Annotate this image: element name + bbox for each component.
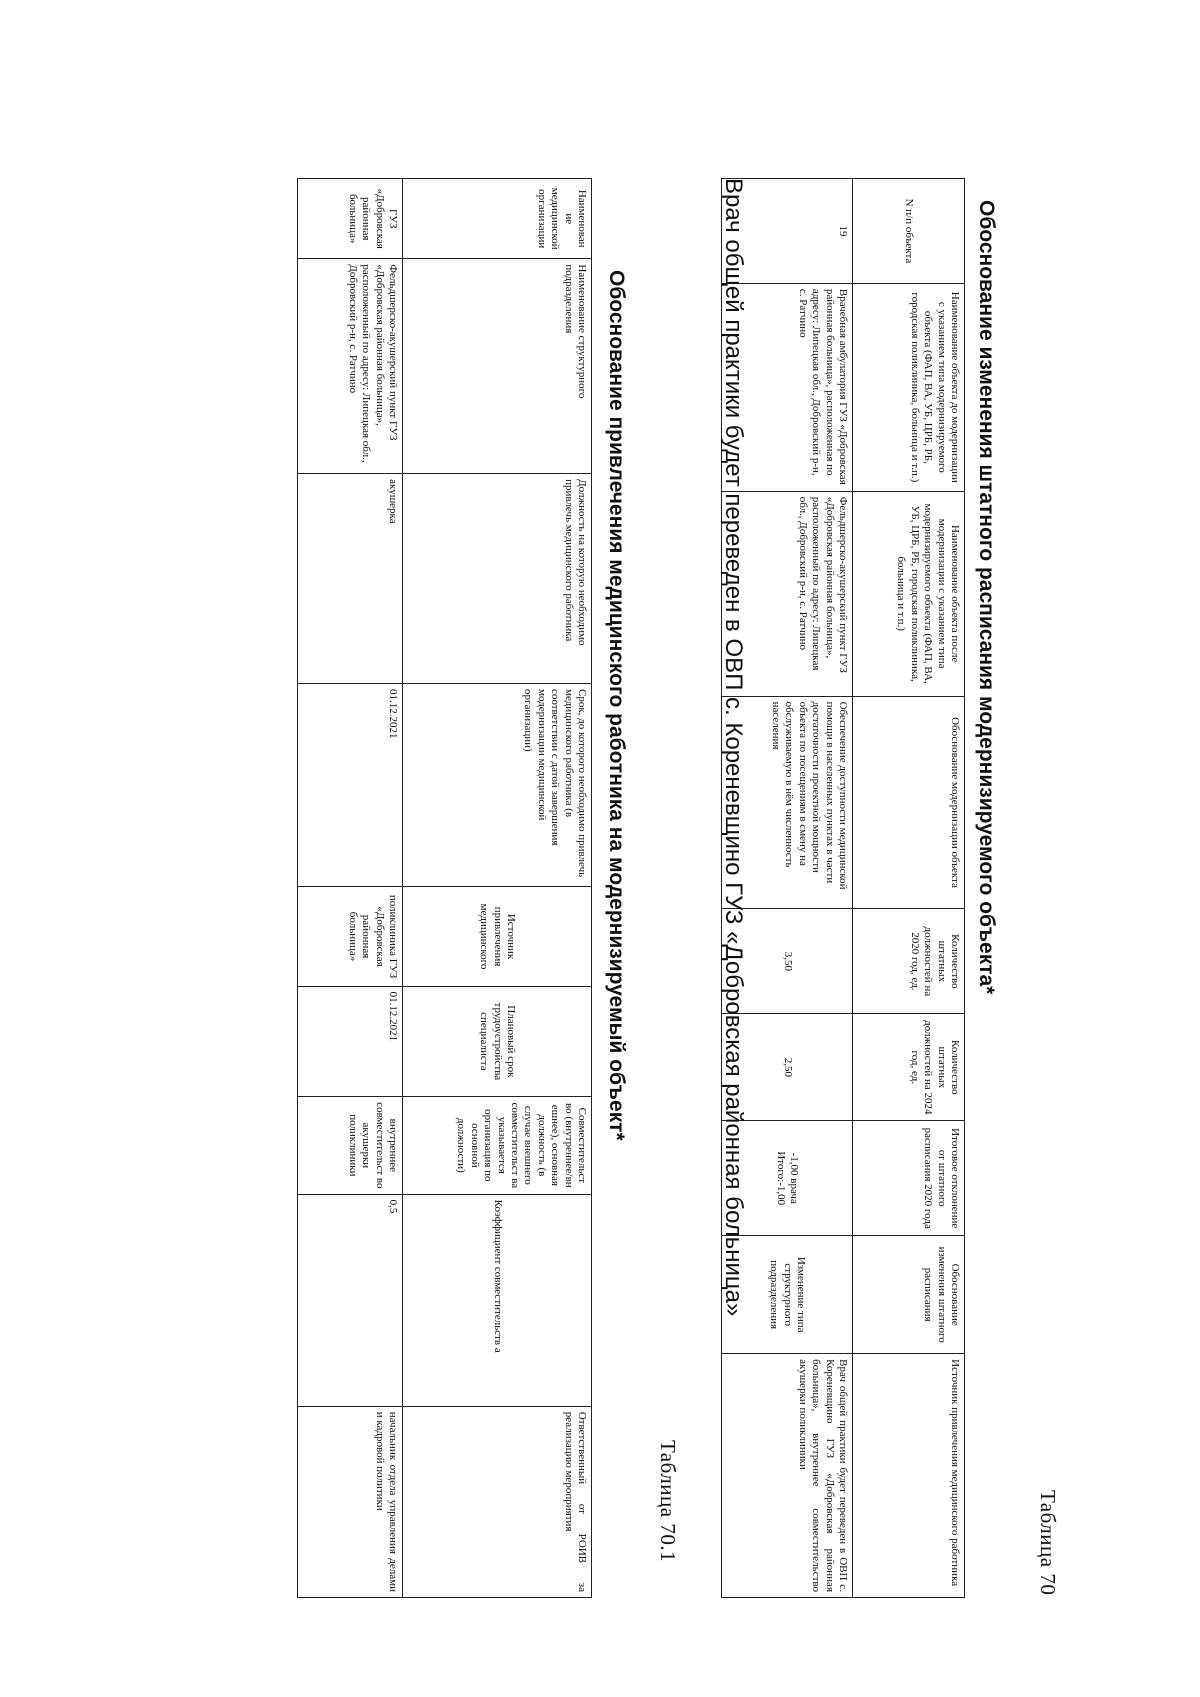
table-cell: Фельдшерско-акушерский пункт ГУЗ «Добровская районная больница», расположенный по адресу: Липецкая обл., Добровский р-н, с. Ратчино (722, 491, 853, 696)
table-cell: 01.12.2021 (298, 683, 403, 886)
table-cell: Фельдшерско-акушерский пункт ГУЗ «Добровская районная больница», расположенный по адресу: Липецкая обл., Добровский р-н, с. Ратчино (298, 259, 403, 474)
header-cell: Срок, до которого необходимо привлечь медицинского работника (в соответствии с датой завершения модернизации медицинской организации) (403, 683, 592, 886)
header-cell: Итоговое отклонение от штатного расписания 2020 года (853, 1121, 965, 1236)
table-header-row (403, 179, 592, 1598)
header-cell: Обоснование модернизации объекта (853, 696, 965, 909)
table-cell: Изменение типа структурного подразделения (722, 1236, 853, 1354)
staffing-change-table (721, 178, 965, 1598)
header-cell: Количество штатных должностей на 2020 год, ед. (853, 909, 965, 1014)
header-cell: Коэффициент совместительств а (403, 1194, 592, 1406)
table-cell: начальник отдела управления делами и кадровой политики (298, 1406, 403, 1597)
table-70-1-title: Обоснование привлечения медицинского работника на модернизируемый объект* (605, 270, 628, 1141)
table-70-title: Обоснование изменения штатного расписания модернизируемого объекта* (975, 200, 998, 995)
header-cell: Количество штатных должностей на 2024 год, ед. (853, 1014, 965, 1121)
table-cell: 0,5 (298, 1194, 403, 1406)
header-cell: Источник привлечения медицинского (403, 887, 592, 986)
header-cell: Наименование структурного подразделения (403, 259, 592, 474)
table-cell: 3,50 (722, 909, 853, 1014)
table-cell: Врачебная амбулатория ГУЗ «Добровская районная больница», расположенная по адресу: Липецкая обл., Добровский р-н, с. Ратчино (722, 283, 853, 491)
table-70-number: Таблица 70 (1036, 1490, 1060, 1596)
transfer-note: Врач общей практики будет переведен в ОВП с. Кореневщино ГУЗ «Добровская районная больница» (720, 178, 747, 1317)
table-cell: поликлиника ГУЗ «Добровская районная больница» (298, 887, 403, 986)
table-cell: ГУЗ «Добровская районная больница» (298, 179, 403, 259)
table-cell: 2,50 (722, 1014, 853, 1121)
table-cell: акушерка (298, 474, 403, 684)
document-page (180, 100, 1060, 1660)
header-cell: Наименование объекта до модернизации с указанием типа модернизируемого объекта (ФАП, ВА, УБ, ЦРБ, РБ, городская поликлиника, больница и т.п.) (853, 283, 965, 491)
header-cell: Должность на которую необходимо привлечь медицинского работника (403, 474, 592, 684)
header-cell: Источник привлечения медицинского работника (853, 1354, 965, 1598)
worker-attraction-table (297, 178, 592, 1598)
table-cell: Врач общей практики будет переведен в ОВП с. Кореневщино ГУЗ «Добровская районная больница», внутреннее совместительство акушерки поликлиники (722, 1354, 853, 1598)
table-cell: Обеспечение доступности медицинской помощи в населенных пунктах в части достаточности проектной мощности объекта по посещениям в смену на обслуживаемую в нём численность населения (722, 696, 853, 909)
table-header-row (853, 179, 965, 1598)
header-cell: Плановый срок трудоустройства специалиста (403, 986, 592, 1096)
table-row (298, 179, 403, 1598)
table-cell: внутреннее совместительст во акушерки поликлиники (298, 1097, 403, 1195)
table-cell: -1,00 врача Итого:-1,00 (722, 1121, 853, 1236)
header-cell: Ответственный от РОИВ за реализацию мероприятия (403, 1406, 592, 1597)
header-cell: Наименован ие медицинской организации (403, 179, 592, 259)
table-cell: 19 (722, 179, 853, 284)
header-cell: Наименование объекта после модернизации с указанием типа модернизируемого объекта (ФАП, ВА, УБ, ЦРБ, РБ, городская поликлиника, больница и т.п.) (853, 491, 965, 696)
header-cell: Совместительст во (внутреннее/вн ешнее), основная должность (в случае внешнего совместительст ва указывается организация по основной должности) (403, 1097, 592, 1195)
header-cell: N п/п объекта (853, 179, 965, 284)
table-cell: 01.12.2021 (298, 986, 403, 1096)
header-cell: Обоснование изменения штатного расписания (853, 1236, 965, 1354)
table-70-1-number: Таблица 70.1 (656, 1440, 680, 1563)
